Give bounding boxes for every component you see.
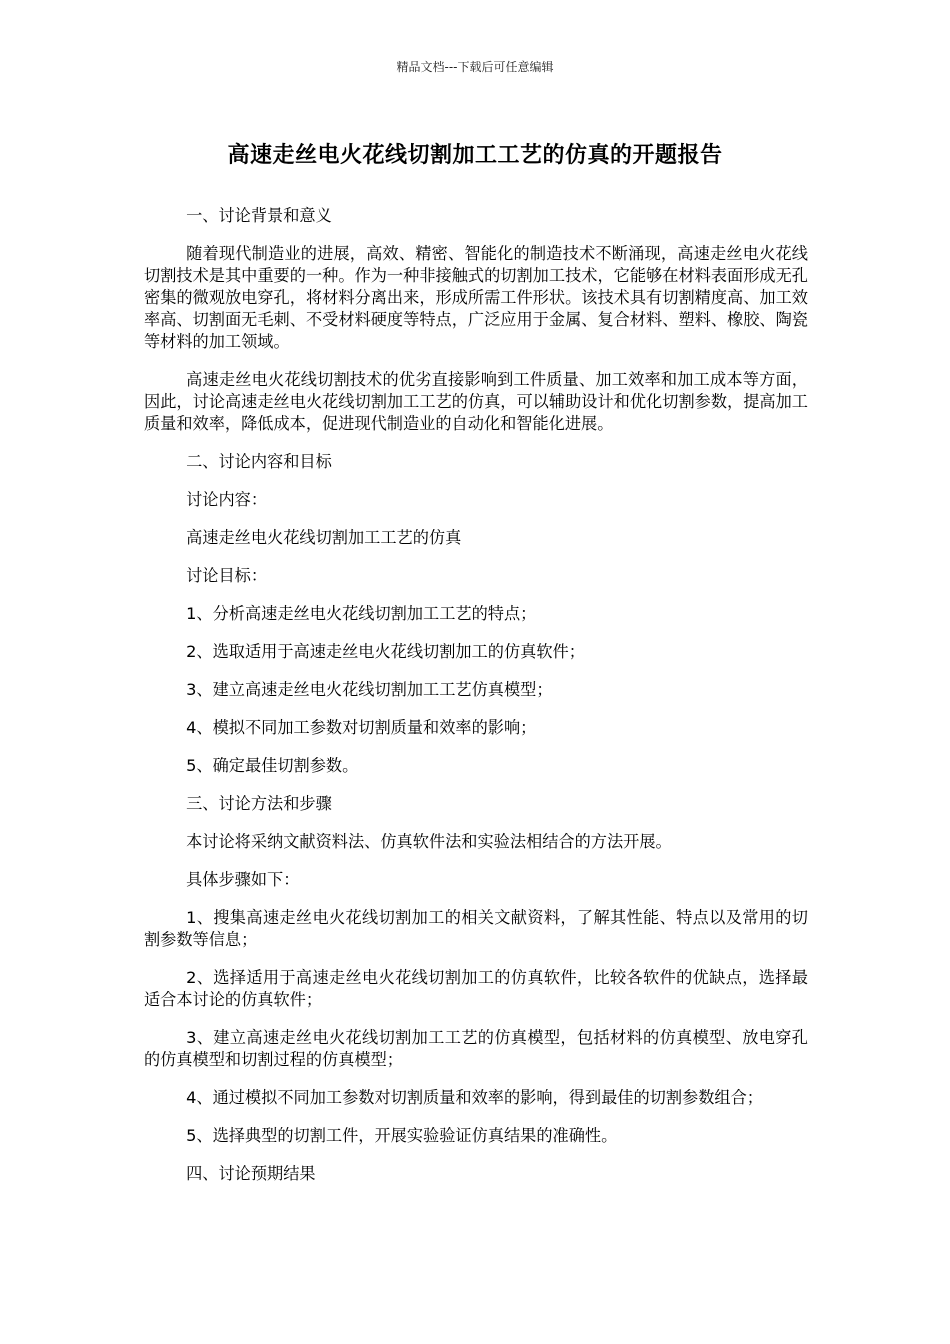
header-note: 精品文档---下载后可任意编辑 bbox=[396, 60, 554, 74]
document-body bbox=[144, 205, 808, 1201]
section-heading-methods: 三、讨论方法和步骤 bbox=[186, 794, 332, 813]
label-steps: 具体步骤如下： bbox=[186, 870, 300, 889]
step-item: 3、建立高速走丝电火花线切割加工工艺的仿真模型，包括材料的仿真模型、放电穿孔的仿真模型和切割过程的仿真模型； bbox=[144, 1028, 808, 1069]
paragraph-background-1: 随着现代制造业的进展，高效、精密、智能化的制造技术不断涌现，高速走丝电火花线切割技术是其中重要的一种。作为一种非接触式的切割加工技术，它能够在材料表面形成无孔密集的微观放电穿孔，将材料分离出来，形成所需工件形状。该技术具有切割精度高、加工效率高、切割面无毛刺、不受材料硬度等特点，广泛应用于金属、复合材料、塑料、橡胶、陶瓷等材料的加工领域。 bbox=[144, 244, 808, 351]
label-research-goals: 讨论目标： bbox=[186, 566, 268, 585]
goal-item: 1、分析高速走丝电火花线切割加工工艺的特点； bbox=[186, 604, 537, 623]
goal-item: 2、选取适用于高速走丝电火花线切割加工的仿真软件； bbox=[186, 642, 585, 661]
section-heading-expected-results: 四、讨论预期结果 bbox=[186, 1164, 316, 1183]
paragraph-background-2: 高速走丝电火花线切割技术的优劣直接影响到工件质量、加工效率和加工成本等方面，因此，讨论高速走丝电火花线切割加工工艺的仿真，可以辅助设计和优化切割参数，提高加工质量和效率，降低成本，促进现代制造业的自动化和智能化进展。 bbox=[144, 370, 808, 433]
methods-intro: 本讨论将采纳文献资料法、仿真软件法和实验法相结合的方法开展。 bbox=[186, 832, 672, 851]
goal-item: 5、确定最佳切割参数。 bbox=[186, 756, 359, 775]
research-content-text: 高速走丝电火花线切割加工工艺的仿真 bbox=[186, 528, 462, 547]
step-item: 4、通过模拟不同加工参数对切割质量和效率的影响，得到最佳的切割参数组合； bbox=[186, 1088, 763, 1107]
goal-item: 3、建立高速走丝电火花线切割加工工艺仿真模型； bbox=[186, 680, 553, 699]
label-research-content: 讨论内容： bbox=[186, 490, 268, 509]
goal-item: 4、模拟不同加工参数对切割质量和效率的影响； bbox=[186, 718, 537, 737]
document-title: 高速走丝电火花线切割加工工艺的仿真的开题报告 bbox=[227, 143, 723, 168]
step-item: 5、选择典型的切割工件，开展实验验证仿真结果的准确性。 bbox=[186, 1126, 618, 1145]
step-item: 1、搜集高速走丝电火花线切割加工的相关文献资料，了解其性能、特点以及常用的切割参数等信息； bbox=[144, 908, 808, 949]
section-heading-background: 一、讨论背景和意义 bbox=[186, 206, 332, 225]
section-heading-content-goals: 二、讨论内容和目标 bbox=[186, 452, 332, 471]
step-item: 2、选择适用于高速走丝电火花线切割加工的仿真软件，比较各软件的优缺点，选择最适合本讨论的仿真软件； bbox=[144, 968, 808, 1009]
